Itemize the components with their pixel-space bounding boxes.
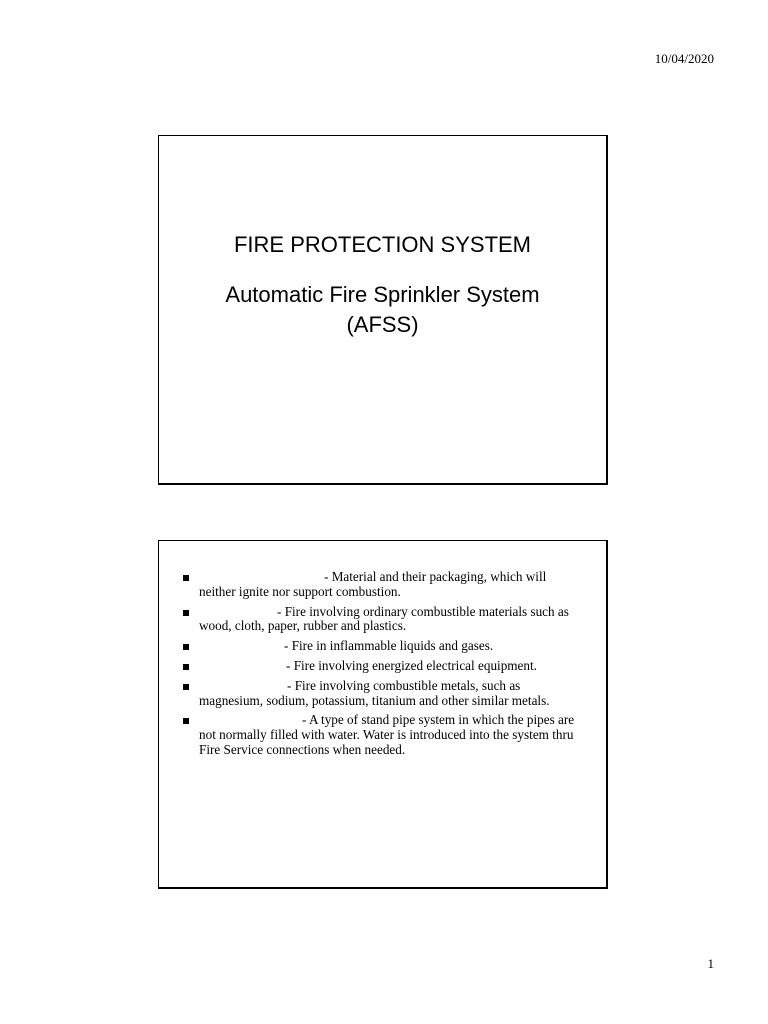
- list-item: [183, 570, 578, 600]
- slide-title-heading: FIRE PROTECTION SYSTEM: [233, 232, 532, 257]
- slide-definitions: [158, 540, 608, 889]
- page-date: 10/04/2020: [654, 51, 714, 66]
- slide-title: [158, 135, 608, 485]
- definition-text: - Fire involving combustible metals, such as magnesium, sodium, potassium, titanium and other similar metals.: [199, 677, 550, 708]
- list-item: [183, 659, 578, 674]
- list-item: [183, 639, 578, 654]
- square-bullet-icon: [183, 684, 189, 690]
- slide-subtitle-line-2: (AFSS): [346, 312, 419, 337]
- page-number: 1: [707, 956, 714, 971]
- slide-subtitle-line-1: Automatic Fire Sprinkler System: [225, 282, 540, 307]
- definition-text: - Fire involving energized electrical equipment.: [286, 657, 537, 673]
- square-bullet-icon: [183, 664, 189, 670]
- definition-text: - Fire in inflammable liquids and gases.: [284, 638, 494, 654]
- square-bullet-icon: [183, 644, 189, 650]
- square-bullet-icon: [183, 610, 189, 616]
- square-bullet-icon: [183, 718, 189, 724]
- definition-text: - Material and their packaging, which will neither ignite nor support combustion.: [199, 569, 547, 599]
- definition-text: - Fire involving ordinary combustible materials such as wood, cloth, paper, rubber and plastics.: [199, 603, 569, 634]
- list-item: [183, 713, 578, 757]
- square-bullet-icon: [183, 575, 189, 581]
- definition-list: [183, 570, 578, 763]
- title-block: [159, 232, 606, 340]
- list-item: [183, 605, 578, 635]
- list-item: [183, 679, 578, 709]
- definition-text: - A type of stand pipe system in which the pipes are not normally filled with water. Water is introduced into the system thru Fire Service connections when needed.: [199, 712, 575, 757]
